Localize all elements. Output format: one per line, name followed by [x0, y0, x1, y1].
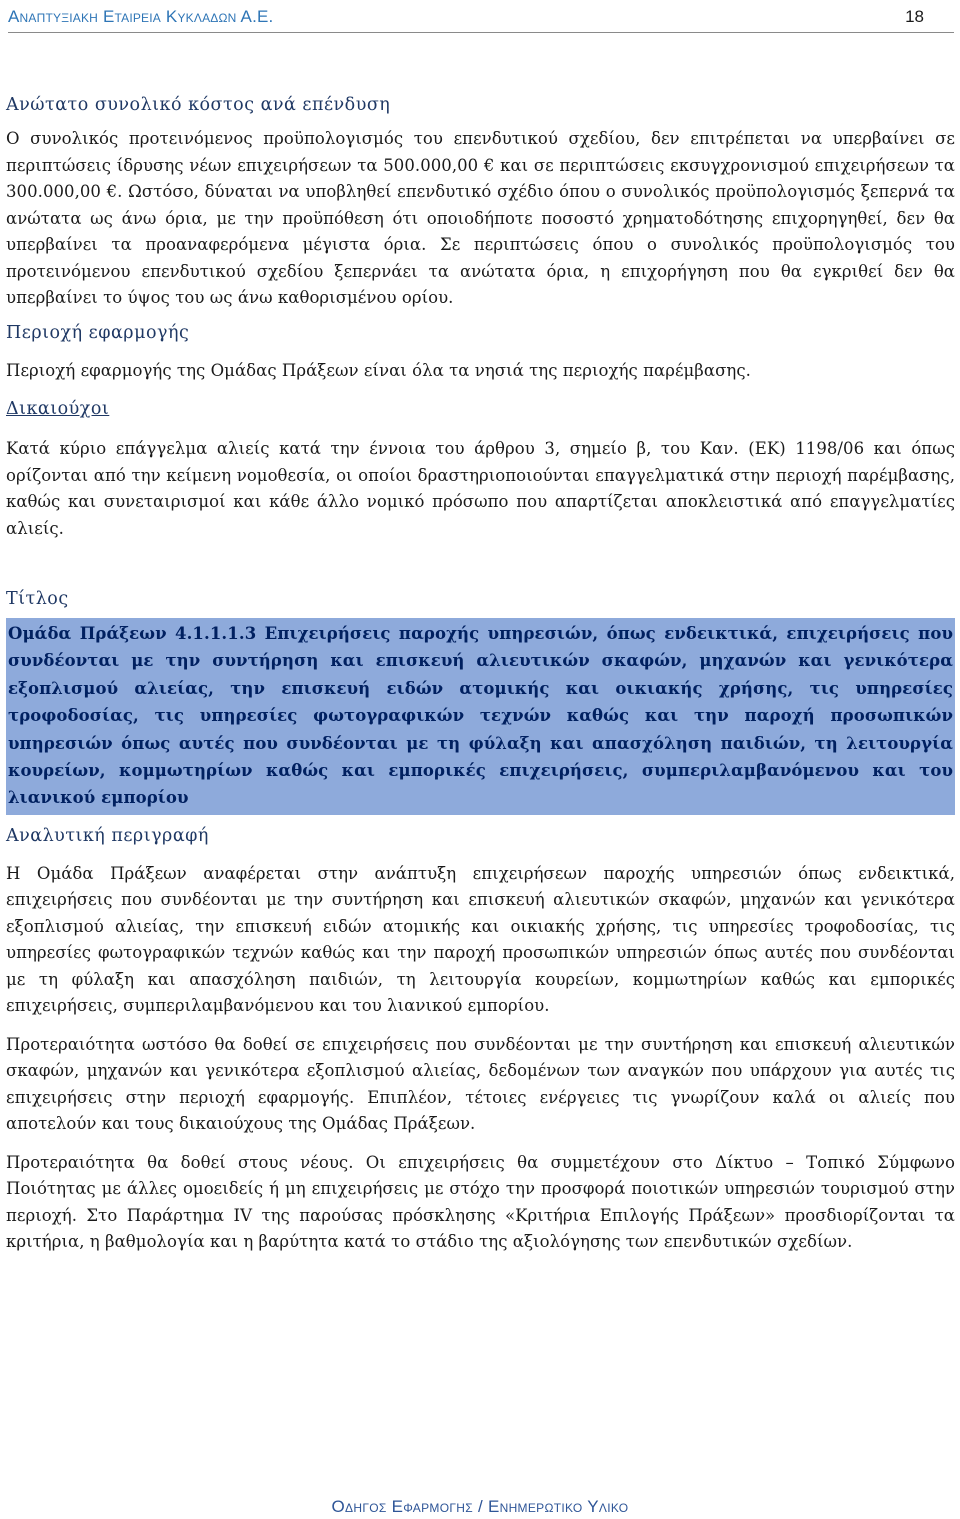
beneficiaries-heading: Δικαιούχοι: [6, 399, 110, 419]
page-header: [8, 3, 954, 33]
area-paragraph: Περιοχή εφαρμογής της Ομάδας Πράξεων είναι όλα τα νησιά της περιοχής παρέμβασης.: [6, 360, 751, 380]
description-paragraph-2: Προτεραιότητα ωστόσο θα δοθεί σε επιχειρήσεις που συνδέονται με την συντήρηση και επισκευή αλιευτικών σκαφών, μηχανών και γενικότερα εξοπλισμού αλιείας, δεδομένων των αναγκών που υπάρχουν για αυτές τις επιχειρήσεις στην περιοχή εφαρμογής. Επιπλέον, τέτοιες ενέργειες τις γνωρίζουν καλά οι αλιείς που αποτελούν και τους δικαιούχους της Ομάδας Πράξεων.: [6, 1034, 955, 1134]
document-body: [6, 92, 955, 1256]
title-heading: Τίτλος: [6, 589, 69, 609]
area-heading: Περιοχή εφαρμογής: [6, 322, 190, 343]
page-number: 18: [905, 7, 924, 26]
operation-group-title: Ομάδα Πράξεων 4.1.1.1.3 Επιχειρήσεις παροχής υπηρεσιών, όπως ενδεικτικά, επιχειρήσεις που συνδέονται με την συντήρηση και επισκευή αλιευτικών σκαφών, μηχανών και γενικότερα εξοπλισμού αλιείας, την επισκευή ειδών ατομικής και οικιακής χρήσης, τις υπηρεσίες τροφοδοσίας, τις υπηρεσίες φωτογραφικών τεχνών καθώς και την παροχή προσωπικών υπηρεσιών όπως αυτές που συνδέονται με τη φύλαξη και απασχόληση παιδιών, τη λειτουργία κουρείων, κομμωτηρίων καθώς και εμπορικές επιχειρήσεις, συμπεριλαμβανόμενου και του λιανικού εμπορίου: [6, 618, 955, 815]
organization-name: Αναπτυξιακη Εταιρεια Κυκλαδων Α.Ε.: [8, 7, 274, 26]
description-paragraph-1: Η Ομάδα Πράξεων αναφέρεται στην ανάπτυξη επιχειρήσεων παροχής υπηρεσιών όπως ενδεικτικά, επιχειρήσεις που συνδέονται με την συντήρηση και επισκευή αλιευτικών σκαφών, μηχανών και γενικότερα εξοπλισμού αλιείας, την επισκευή ειδών ατομικής και οικιακής χρήσης, τις υπηρεσίες τροφοδοσίας, τις υπηρεσίες φωτογραφικών τεχνών καθώς και την παροχή προσωπικών υπηρεσιών όπως αυτές που συνδέονται με τη φύλαξη και απασχόληση παιδιών, τη λειτουργία κουρείων, κομμωτηρίων καθώς και εμπορικές επιχειρήσεις, συμπεριλαμβανόμενου και του λιανικού εμπορίου.: [6, 863, 955, 1016]
description-heading: Αναλυτική περιγραφή: [6, 825, 209, 846]
max-cost-paragraph: Ο συνολικός προτεινόμενος προϋπολογισμός του επενδυτικού σχεδίου, δεν επιτρέπεται να υπερβαίνει σε περιπτώσεις ίδρυσης νέων επιχειρήσεων τα 500.000,00 € και σε περιπτώσεις εκσυγχρονισμού επιχειρήσεων τα 300.000,00 €. Ωστόσο, δύναται να υποβληθεί επενδυτικό σχέδιο όπου ο συνολικός προϋπολογισμός ξεπερνά τα ανώτατα ως άνω όρια, με την προϋπόθεση ότι οποιοδήποτε ποσοστό χρηματοδότησης επιχορηγηθεί, δεν θα υπερβαίνει τα προαναφερόμενα μέγιστα όρια. Σε περιπτώσεις όπου ο συνολικός προϋπολογισμός του προτεινόμενου επενδυτικού σχεδίου ξεπερνάει τα ανώτατα όρια, η επιχορήγηση που θα εγκριθεί δεν θα υπερβαίνει το ύψος του ως άνω καθορισμένου ορίου.: [6, 129, 955, 307]
description-paragraph-3: Προτεραιότητα θα δοθεί στους νέους. Οι επιχειρήσεις θα συμμετέχουν στο Δίκτυο – Τοπικό Σύμφωνο Ποιότητας με άλλες ομοειδείς ή μη επιχειρήσεις με στόχο την προσφορά ποιοτικών υπηρεσιών τουρισμού στην περιοχή. Στο Παράρτημα IV της παρούσας πρόσκλησης «Κριτήρια Επιλογής Πράξεων» προσδιορίζονται τα κριτήρια, η βαθμολογία και η βαρύτητα κατά το στάδιο της αξιολόγησης των επενδυτικών σχεδίων.: [6, 1152, 955, 1252]
max-cost-heading: Ανώτατο συνολικό κόστος ανά επένδυση: [6, 95, 391, 115]
page-footer: Οδηγος Εφαρμογης / Ενημερωτικο Υλικο: [331, 1497, 629, 1516]
beneficiaries-paragraph: Κατά κύριο επάγγελμα αλιείς κατά την έννοια του άρθρου 3, σημείο β, του Καν. (ΕΚ) 1198/06 και όπως ορίζονται από την κείμενη νομοθεσία, οι οποίοι δραστηριοποιούνται επαγγελματικά στην περιοχή παρέμβασης, καθώς και συνεταιρισμοί και κάθε άλλο νομικό πρόσωπο που απαρτίζεται αποκλειστικά από επαγγελματίες αλιείς.: [6, 439, 955, 538]
